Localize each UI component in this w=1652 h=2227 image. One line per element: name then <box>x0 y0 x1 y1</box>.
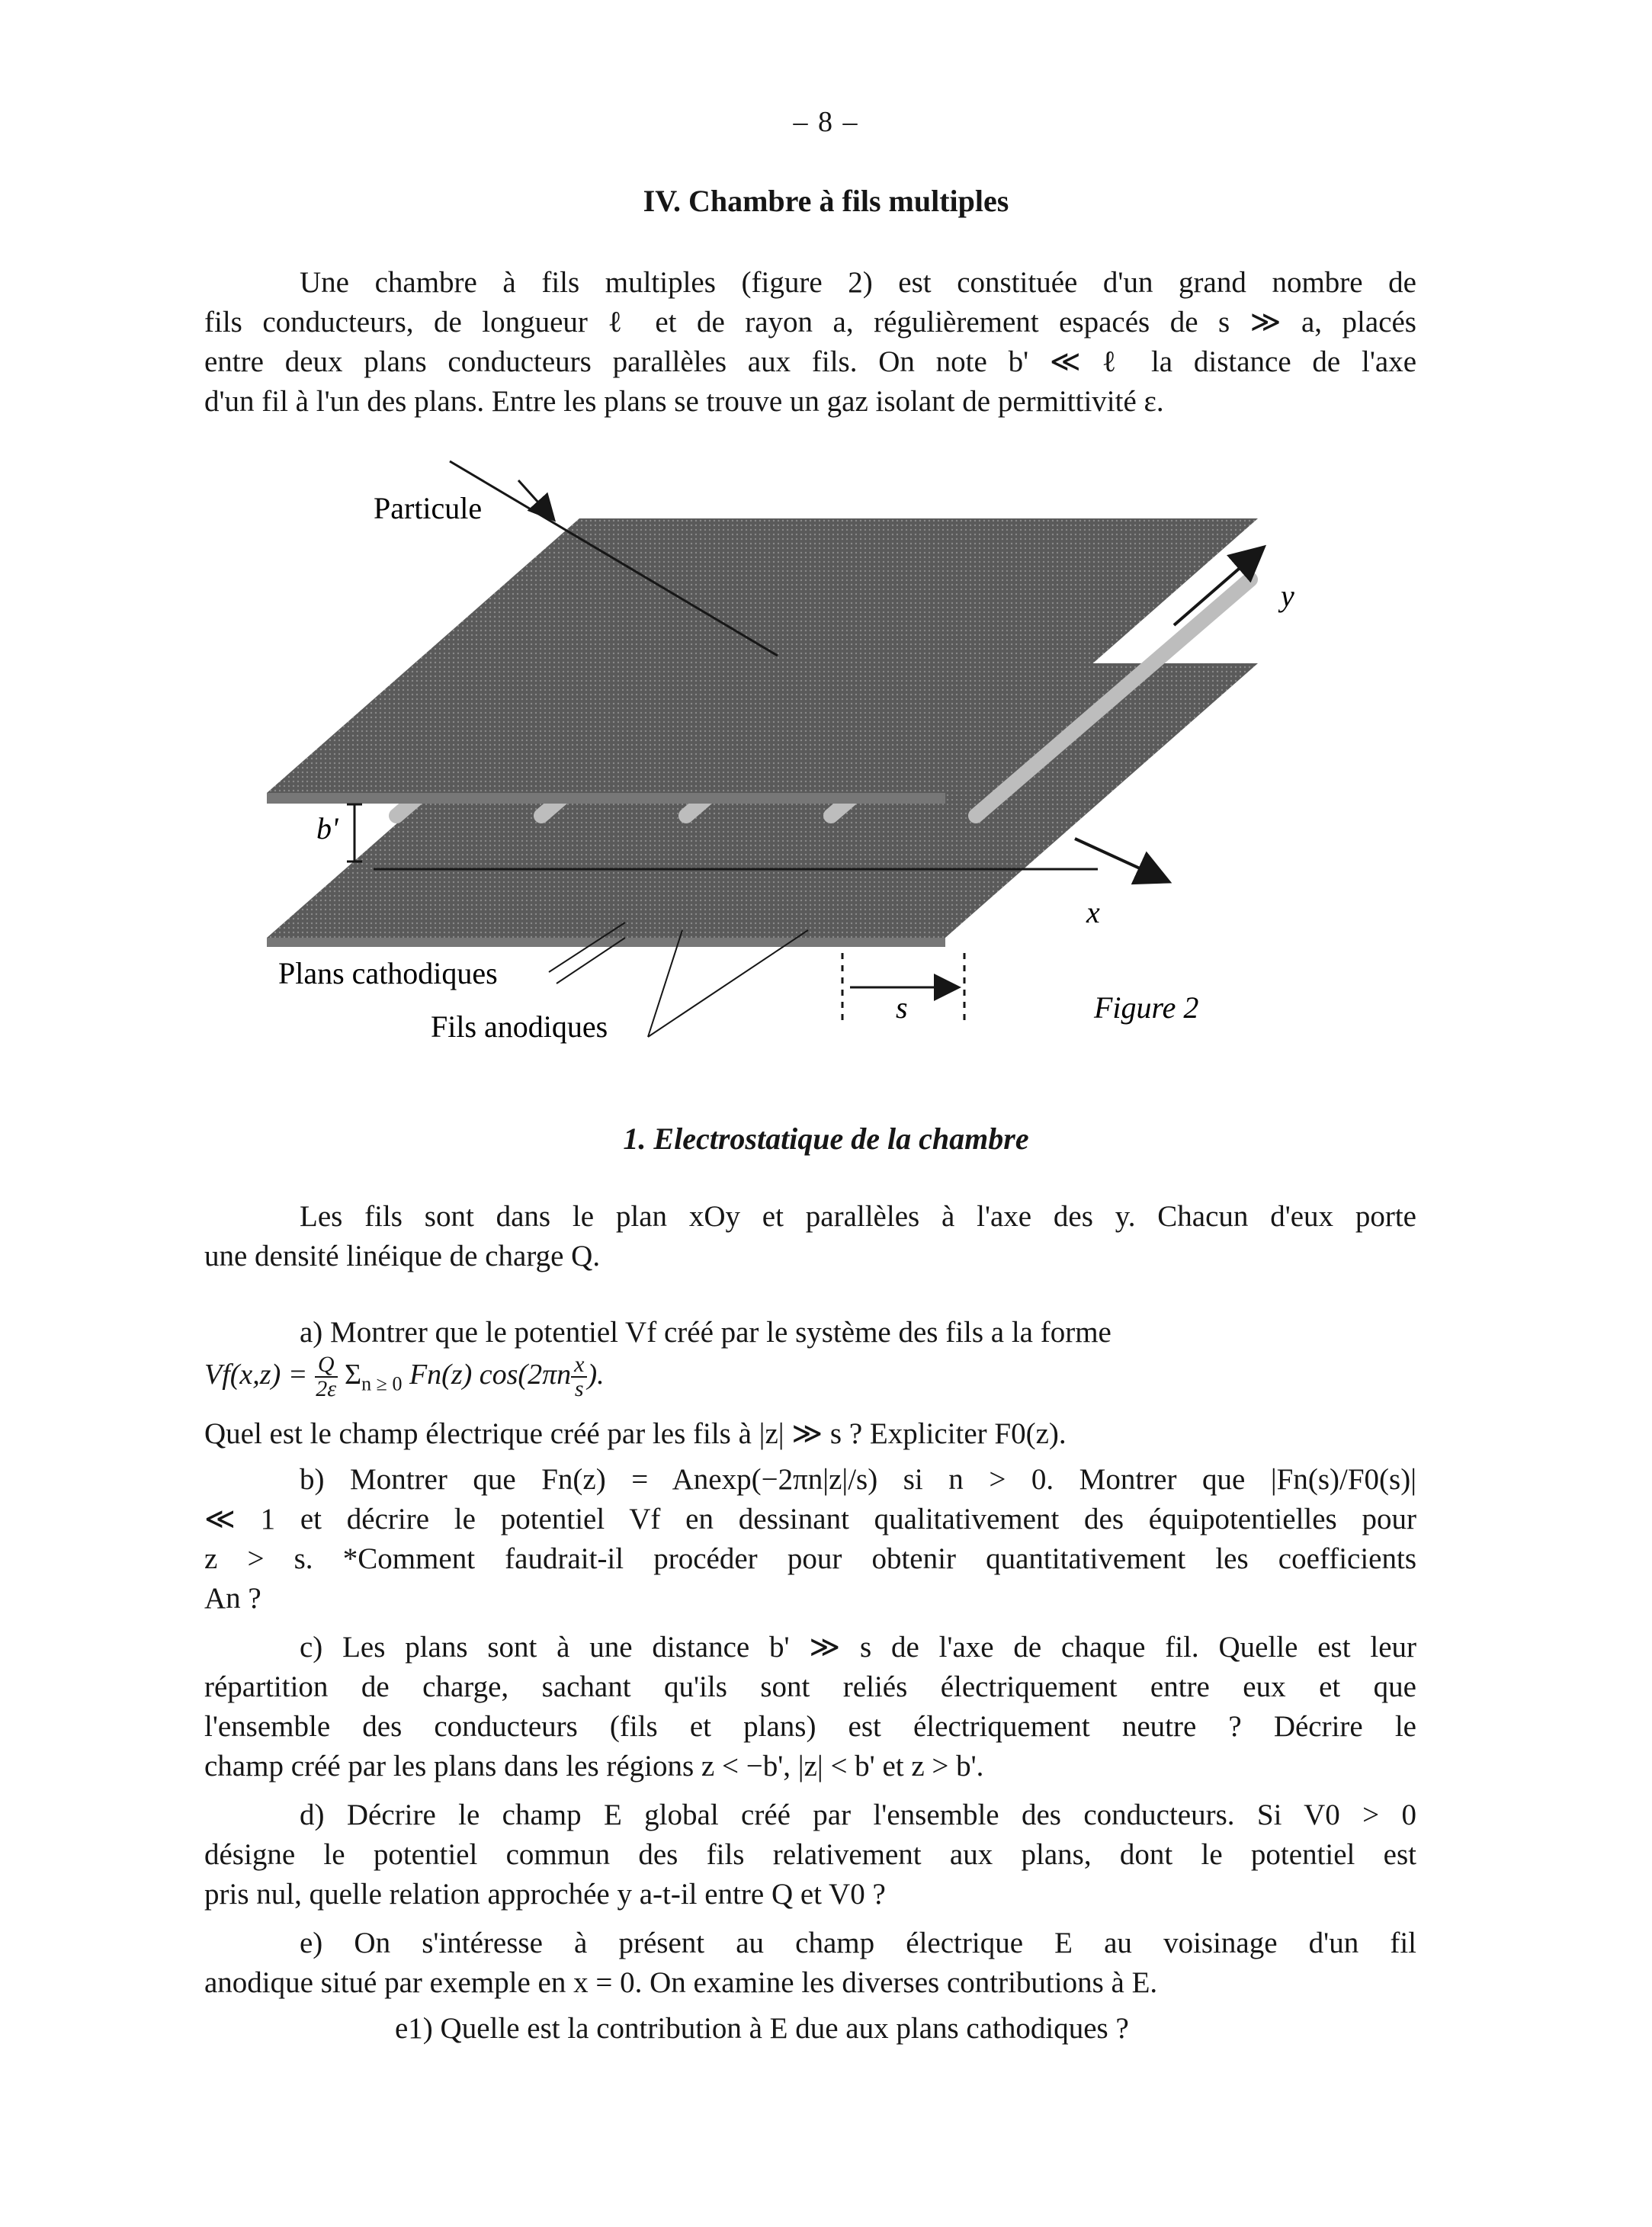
para-c-line-3: l'ensemble des conducteurs (fils et plans) est électriquement neutre ? Décrire le <box>204 1710 1416 1743</box>
para-b-line-2: ≪ 1 et décrire le potentiel Vf en dessinant qualitativement des équipotentielles pour <box>204 1503 1416 1535</box>
figure-2-diagram <box>259 450 1326 1060</box>
formula-frac-den: 2ε <box>316 1376 337 1402</box>
label-plans-cathodiques: Plans cathodiques <box>278 956 498 990</box>
label-x: x <box>1086 895 1100 929</box>
para-b-line-1: b) Montrer que Fn(z) = Anexp(−2πn|z|/s) si n > 0. Montrer que |Fn(s)/F0(s)| <box>300 1463 1416 1496</box>
label-s: s <box>896 990 908 1025</box>
formula-lhs: Vf(x,z) = <box>204 1359 308 1391</box>
intro-line-3: entre deux plans conducteurs parallèles aux fils. On note b' ≪ ℓ la distance de l'axe <box>204 345 1416 378</box>
para-d-line-2: désigne le potentiel commun des fils relativement aux plans, dont le potentiel est <box>204 1838 1416 1871</box>
intro-line-2: fils conducteurs, de longueur ℓ et de rayon a, régulièrement espacés de s ≫ a, placés <box>204 306 1416 339</box>
para-c-line-2: répartition de charge, sachant qu'ils sont reliés électriquement entre eux et que <box>204 1670 1416 1703</box>
intro-line-4: d'un fil à l'un des plans. Entre les plans se trouve un gaz isolant de permittivité ε. <box>204 385 1164 418</box>
formula-frac-x-s <box>571 1353 587 1401</box>
label-b-prime: b' <box>316 811 338 846</box>
para-b-line-4: An ? <box>204 1582 261 1615</box>
para-c-line-1: c) Les plans sont à une distance b' ≫ s de l'axe de chaque fil. Quelle est leur <box>300 1631 1416 1664</box>
formula-frac-num: Q <box>315 1353 338 1378</box>
label-particule: Particule <box>374 491 483 525</box>
para1-line-2: une densité linéique de charge Q. <box>204 1240 601 1272</box>
para-c-line-4: champ créé par les plans dans les régions z < −b', |z| < b' et z > b'. <box>204 1750 984 1783</box>
formula-term: Fn(z) cos(2πn <box>409 1359 572 1391</box>
formula-frac-q-2e <box>315 1353 338 1401</box>
label-y: y <box>1281 579 1294 613</box>
para-b-line-3: z > s. *Comment faudrait-il procéder pour obtenir quantitativement les coefficients <box>204 1542 1416 1575</box>
formula-frac2-den: s <box>574 1376 584 1402</box>
x-axis-arrow <box>1075 839 1166 881</box>
figure-caption: Figure 2 <box>1094 990 1199 1025</box>
para-e-line-1: e) On s'intéresse à présent au champ électrique E au voisinage d'un fil <box>300 1927 1416 1959</box>
para-e1: e1) Quelle est la contribution à E due aux plans cathodiques ? <box>395 2012 1129 2045</box>
para-a-question: Quel est le champ électrique créé par les fils à |z| ≫ s ? Expliciter F0(z). <box>204 1417 1067 1450</box>
section-title: IV. Chambre à fils multiples <box>643 184 1009 218</box>
para-a-line: a) Montrer que le potentiel Vf créé par le système des fils a la forme <box>300 1316 1111 1349</box>
formula-frac2-num: x <box>571 1353 587 1378</box>
formula-sum: Σ <box>345 1359 362 1391</box>
formula-close: ). <box>587 1359 605 1391</box>
formula-vf <box>204 1353 605 1406</box>
para-d-line-1: d) Décrire le champ E global créé par l'ensemble des conducteurs. Si V0 > 0 <box>300 1799 1416 1831</box>
para-d-line-3: pris nul, quelle relation approchée y a-t-il entre Q et V0 ? <box>204 1878 886 1911</box>
formula-sum-index: n ≥ 0 <box>361 1372 403 1395</box>
intro-line-1: Une chambre à fils multiples (figure 2) est constituée d'un grand nombre de <box>300 266 1416 299</box>
subsection-title: 1. Electrostatique de la chambre <box>623 1122 1029 1156</box>
page-number: – 8 – <box>793 106 859 138</box>
label-fils-anodiques: Fils anodiques <box>431 1009 608 1044</box>
para1-line-1: Les fils sont dans le plan xOy et parallèles à l'axe des y. Chacun d'eux porte <box>300 1200 1416 1233</box>
para-e-line-2: anodique situé par exemple en x = 0. On examine les diverses contributions à E. <box>204 1966 1158 1999</box>
